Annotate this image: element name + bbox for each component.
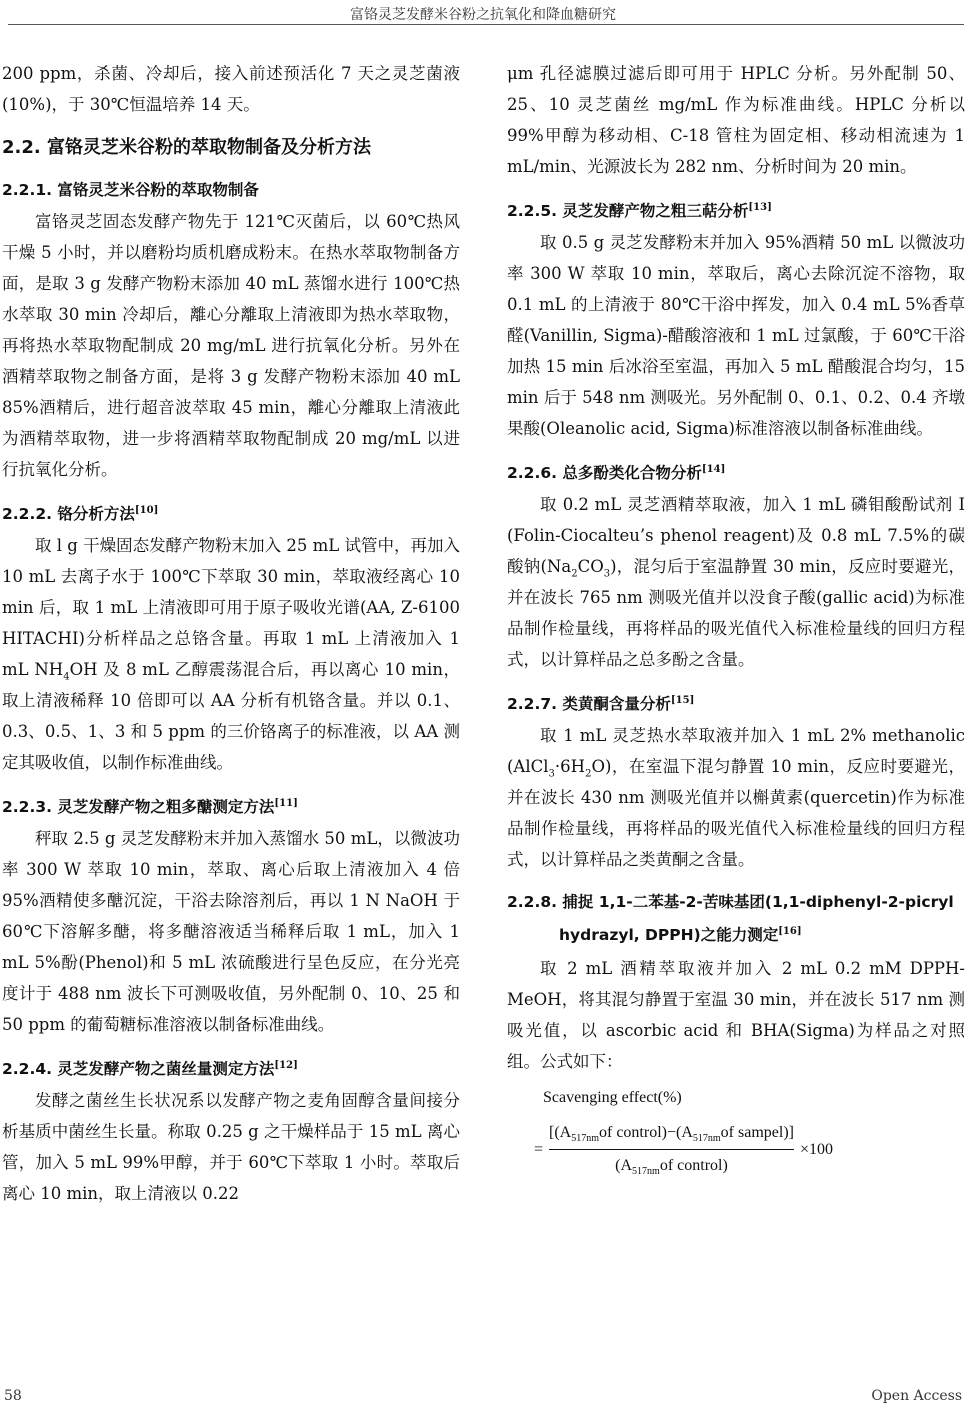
section-heading-2-2-7: [507, 687, 965, 718]
text-run: of sampel)]: [720, 1123, 794, 1141]
subscript: 2: [571, 568, 578, 580]
header-rule: [8, 24, 964, 25]
paragraph-continued: 200 ppm，杀菌、冷却后，接入前述预活化 7 天之灵芝菌液(10%)，于 30℃恒温培养 14 天。: [2, 64, 460, 114]
section-heading-2-2-5: [507, 194, 965, 225]
text-run: of control): [659, 1156, 728, 1174]
left-column: [2, 58, 460, 1209]
section-heading-2-2-6: [507, 456, 965, 487]
citation-ref: [16]: [778, 926, 802, 938]
citation-ref: [10]: [134, 505, 159, 516]
formula-rhs: [507, 1121, 965, 1178]
section-heading-2-2-4: [2, 1052, 460, 1083]
citation-ref: [12]: [274, 1060, 298, 1072]
fraction-bar: [549, 1149, 794, 1150]
text-run: of control)−(A: [599, 1123, 693, 1141]
heading-text: 2.2.8. 捕捉 1,1-二苯基-2-苦味基团(1,1-diphenyl-2-picryl hydrazyl, DPPH)之能力测定: [507, 893, 954, 945]
citation-ref: [15]: [670, 695, 695, 707]
subscript: 517nm: [692, 1132, 721, 1144]
text-run: OH 及 8 mL 乙醇震荡混合后，再以离心 10 min，取上清液稀释 10 倍即可以 AA 分析有机铬含量。并以 0.1、0.3、0.5、1、3 和 5 ppm 的三价铬离子的标准液，以 AA 测定其吸收值，以制作标准曲线。: [2, 660, 460, 773]
multiplier: ×100: [799, 1140, 834, 1158]
text-run: (A: [615, 1156, 633, 1174]
text-run: 取 1 mL 灵芝热水萃取液并加入 1 mL 2% methanolic (AlCl: [507, 726, 965, 777]
section-heading-2-2: 2.2. 富铬灵芝米谷粉的萃取物制备及分析方法: [2, 137, 371, 158]
scavenging-formula: [507, 1081, 965, 1178]
page-number: 58: [4, 1388, 22, 1404]
section-heading-2-2-2: [2, 497, 460, 528]
citation-ref: [14]: [701, 464, 726, 476]
formula-lhs: Scavenging effect(%): [543, 1088, 682, 1106]
paragraph-2-2-3: 秤取 2.5 g 灵芝发酵粉末并加入蒸馏水 50 mL，以微波功率 300 W 萃取 10 min，萃取、离心后取上清液加入 4 倍 95%酒精使多醣沉淀，干浴去除溶剂后，再以 1 N NaOH 于 60℃下溶解多醣，将多醣溶液适当稀释后取 1 mL，加入 1 mL 5%酚(Phenol)和 5 mL 浓硫酸进行呈色反应，在分光亮度计于 488 nm 波长下可测吸收值，另外配制 0、10、25 和 50 ppm 的葡萄糖标准溶液以制备标准曲线。: [2, 829, 460, 1035]
text-run: CO: [577, 557, 604, 577]
running-head: 富铬灵芝发酵米谷粉之抗氧化和降血糖研究: [350, 7, 616, 23]
text-run: 取 l g 干燥固态发酵产物粉末加入 25 mL 试管中，再加入 10 mL 去离子水于 100℃下萃取 30 min，萃取液经离心 10 min 后，取 1 mL 上清液即可用于原子吸收光谱(AA, Z-6100 HITACHI)分析样品之总铬含量。再取 1 mL 上清液加入 1 mL NH: [2, 536, 460, 680]
paragraph-2-2-7: [507, 720, 965, 875]
publisher-label: Open Access: [871, 1388, 962, 1404]
section-heading-2-2-3: [2, 790, 460, 821]
heading-text: 2.2.4. 灵芝发酵产物之菌丝量测定方法: [2, 1060, 275, 1079]
section-heading-2-2-1: [2, 176, 460, 204]
section-heading-2-2-8: [507, 887, 965, 950]
paragraph-2-2-1: 富铬灵芝固态发酵产物先于 121℃灭菌后，以 60℃热风干燥 5 小时，并以磨粉均质机磨成粉末。在热水萃取物制备方面，是取 3 g 发酵产物粉末添加 40 mL 蒸馏水进行 100℃热水萃取 30 min 冷却后，離心分離取上清液即为热水萃取物，再将热水萃取物配制成 20 mg/mL 进行抗氧化分析。另外在酒精萃取物之制备方面，是将 3 g 发酵产物粉末添加 40 mL 85%酒精后，进行超音波萃取 45 min，離心分離取上清液此为酒精萃取物，进一步将酒精萃取物配制成 20 mg/mL 以进行抗氧化分析。: [2, 212, 460, 479]
heading-text: 2.2.7. 类黄酮含量分析: [507, 695, 671, 714]
equals-sign: =: [533, 1140, 543, 1158]
subscript: 4: [63, 671, 70, 683]
subscript: 3: [603, 568, 611, 580]
heading-text: 2.2.5. 灵芝发酵产物之粗三萜分析: [507, 202, 749, 221]
formula-denominator: [615, 1154, 728, 1178]
paragraph-continued: μm 孔径滤膜过滤后即可用于 HPLC 分析。另外配制 50、25、10 灵芝菌丝 mg/mL 作为标准曲线。HPLC 分析以 99%甲醇为移动相、C-18 管柱为固定相、移动相流速为 1 mL/min、光源波长为 282 nm、分析时间为 20 min。: [507, 64, 965, 176]
heading-text: 2.2.6. 总多酚类化合物分析: [507, 464, 702, 483]
heading-text: 2.2.2. 铬分析方法: [2, 505, 135, 524]
text-run: O)，在室温下混匀静置 10 min，反应时要避光，并在波长 430 nm 测吸光值并以槲黄素(quercetin)作为标准品制作检量线，再将样品的吸光值代入标准检量线的回归方程式，以计算样品之类黄酮之含量。: [507, 757, 965, 870]
text-run: 取 0.2 mL 灵芝酒精萃取液，加入 1 mL 磷钼酸酚试剂 I (Folin-Ciocalteu’s phenol reagent)及 0.8 mL 7.5%的碳酸钠(Na: [507, 495, 965, 577]
subscript: 517nm: [632, 1165, 660, 1177]
text-run: )，混匀后于室温静置 30 min，反应时要避光，并在波长 765 nm 测吸光值并以没食子酸(gallic acid)为标准品制作检量线，再将样品的吸光值代入标准检量线的回归方程式，以计算样品之总多酚之含量。: [507, 557, 965, 670]
text-run: ·6H: [554, 757, 586, 777]
subscript: 3: [548, 768, 555, 780]
paragraph-2-2-8: 取 2 mL 酒精萃取液并加入 2 mL 0.2 mM DPPH-MeOH，将其混匀静置于室温 30 min，并在波长 517 nm 测吸光值，以 ascorbic acid 和 BHA(Sigma)为样品之对照组。公式如下：: [507, 958, 965, 1071]
paragraph-2-2-4: 发酵之菌丝生长状况系以发酵产物之麦角固醇含量间接分析基质中菌丝生长量。称取 0.25 g 之干燥样品于 15 mL 离心管，加入 5 mL 99%甲醇，并于 60℃下萃取 1 小时。萃取后离心 10 min，取上清液以 0.22: [2, 1091, 460, 1204]
paragraph-2-2-2: [2, 530, 460, 778]
paragraph-2-2-6: [507, 489, 965, 675]
formula-fraction: [549, 1121, 794, 1178]
heading-text: 2.2.1. 富铬灵芝米谷粉的萃取物制备: [2, 181, 259, 199]
citation-ref: [11]: [274, 798, 298, 810]
paragraph-2-2-5: 取 0.5 g 灵芝发酵粉末并加入 95%酒精 50 mL 以微波功率 300 W 萃取 10 min，萃取后，离心去除沉淀不溶物，取 0.1 mL 的上清液于 80℃干浴中挥发，加入 0.4 mL 5%香草醛(Vanillin, Sigma)-醋酸溶液和 1 mL 过氯酸，于 60℃干浴加热 15 min 后冰浴至室温，再加入 5 mL 醋酸混合均匀，15 min 后于 548 nm 测吸光。另外配制 0、0.1、0.2、0.4 齐墩果酸(Oleanolic acid, Sigma)标准溶液以制备标准曲线。: [507, 233, 965, 439]
subscript: 517nm: [571, 1132, 599, 1144]
citation-ref: [13]: [748, 202, 772, 213]
text-run: [(A: [549, 1123, 572, 1141]
formula-numerator: [549, 1121, 794, 1145]
subscript: 2: [585, 768, 592, 780]
heading-text: 2.2.3. 灵芝发酵产物之粗多醣测定方法: [2, 798, 275, 817]
right-column: [507, 58, 965, 1178]
